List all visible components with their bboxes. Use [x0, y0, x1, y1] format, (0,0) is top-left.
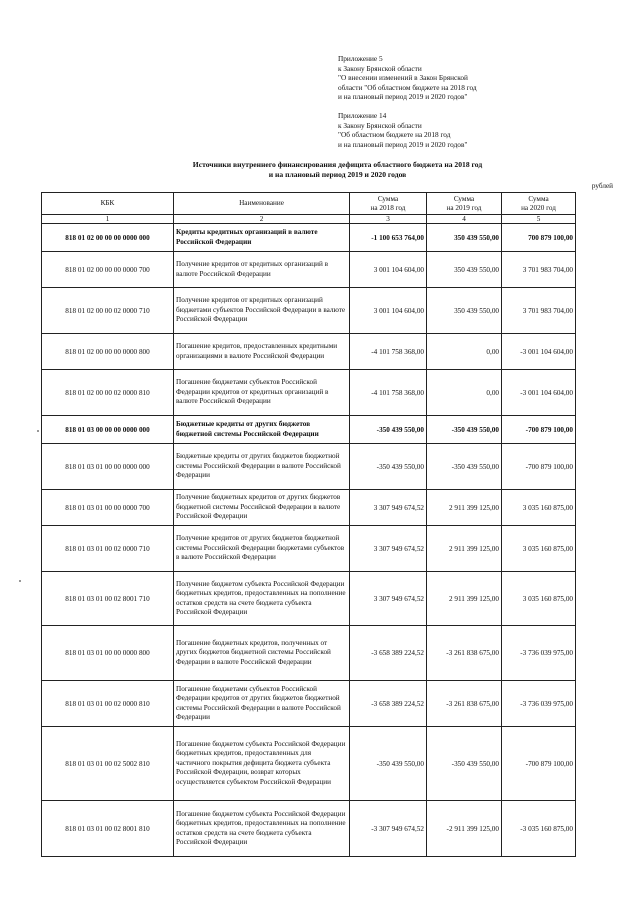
sum-2018-cell: -3 307 949 674,52	[350, 801, 427, 857]
kbk-cell: 818 01 03 01 00 02 5002 810	[42, 727, 174, 801]
name-cell: Погашение бюджетом субъекта Российской Федерации бюджетных кредитов, предоставленных на пополнение остатков средств на счете бюджета субъекта Российской Федерации	[174, 801, 350, 857]
name-cell: Погашение бюджетами субъектов Российской Федерации кредитов от других бюджетов бюджетной системы Российской Федерации в валюте Российской Федерации	[174, 681, 350, 727]
table-row	[42, 334, 576, 370]
sum-2020-cell: -700 879 100,00	[502, 416, 576, 444]
sum-2019-cell: 2 911 399 125,00	[427, 526, 502, 572]
sum-2018-cell: -3 658 389 224,52	[350, 626, 427, 681]
name-cell: Получение кредитов от кредитных организаций в валюте Российской Федерации	[174, 252, 350, 288]
kbk-cell: 818 01 03 01 00 00 0000 700	[42, 490, 174, 526]
table-row	[42, 252, 576, 288]
name-cell: Получение бюджетных кредитов от других бюджетов бюджетной системы Российской Федерации в валюте Российской Федерации	[174, 490, 350, 526]
sum-2018-cell: 3 307 949 674,52	[350, 526, 427, 572]
sum-2019-cell: -3 261 838 675,00	[427, 626, 502, 681]
sum-2018-cell: -1 100 653 764,00	[350, 224, 427, 252]
kbk-cell: 818 01 03 01 00 02 0000 810	[42, 681, 174, 727]
annex-current-block	[338, 54, 477, 102]
sum-2019-cell: -350 439 550,00	[427, 444, 502, 490]
name-cell: Получение кредитов от других бюджетов бюджетной системы Российской Федерации бюджетами субъектов в валюте Российской Федерации	[174, 526, 350, 572]
header-sum-2020	[502, 193, 576, 215]
document-title-line: Источники внутреннего финансирования дефицита областного бюджета на 2018 год	[192, 160, 483, 169]
kbk-cell: 818 01 02 00 00 00 0000 000	[42, 224, 174, 252]
sum-2018-cell: -3 658 389 224,52	[350, 681, 427, 727]
annex-original-line: "Об областном бюджете на 2018 год	[338, 130, 451, 140]
sum-2019-cell: 350 439 550,00	[427, 288, 502, 334]
sum-2020-cell: -700 879 100,00	[502, 727, 576, 801]
table-row	[42, 526, 576, 572]
sum-2020-cell: -700 879 100,00	[502, 444, 576, 490]
column-number-row	[42, 215, 576, 224]
header-sum-2019	[427, 193, 502, 215]
header-sum-2020-line: на 2020 год	[521, 203, 556, 212]
table-row	[42, 416, 576, 444]
table-row	[42, 444, 576, 490]
kbk-cell: 818 01 03 01 00 02 8001 810	[42, 801, 174, 857]
annex-original-line: Приложение 14	[338, 111, 387, 120]
sum-2018-cell: -350 439 550,00	[350, 416, 427, 444]
sum-2019-cell: 0,00	[427, 370, 502, 416]
table-row	[42, 370, 576, 416]
kbk-cell: 818 01 02 00 00 00 0000 700	[42, 252, 174, 288]
currency-unit: рублей	[591, 182, 613, 190]
sum-2020-cell: -3 001 104 604,00	[502, 334, 576, 370]
sum-2019-cell: 2 911 399 125,00	[427, 490, 502, 526]
sum-2019-cell: -350 439 550,00	[427, 727, 502, 801]
kbk-cell: 818 01 03 01 00 02 8001 710	[42, 572, 174, 626]
kbk-cell: 818 01 03 01 00 02 0000 710	[42, 526, 174, 572]
sum-2020-cell: 3 701 983 704,00	[502, 252, 576, 288]
annex-original-line: к Закону Брянской области	[338, 120, 422, 130]
scan-mark	[37, 430, 39, 432]
document-title	[60, 160, 615, 180]
name-cell: Погашение кредитов, предоставленных кредитными организациями в валюте Российской Федерации	[174, 334, 350, 370]
sum-2020-cell: 3 035 160 875,00	[502, 572, 576, 626]
sum-2020-cell: 3 701 983 704,00	[502, 288, 576, 334]
sum-2020-cell: 700 879 100,00	[502, 224, 576, 252]
sum-2019-cell: -350 439 550,00	[427, 416, 502, 444]
sum-2018-cell: 3 307 949 674,52	[350, 572, 427, 626]
sum-2020-cell: -3 736 039 975,00	[502, 626, 576, 681]
header-kbk: КБК	[42, 193, 174, 215]
kbk-cell: 818 01 03 00 00 00 0000 000	[42, 416, 174, 444]
sum-2020-cell: 3 035 160 875,00	[502, 490, 576, 526]
column-number: 1	[42, 215, 174, 224]
kbk-cell: 818 01 03 01 00 00 0000 800	[42, 626, 174, 681]
table-body	[42, 224, 576, 857]
table-row	[42, 224, 576, 252]
sum-2020-cell: -3 736 039 975,00	[502, 681, 576, 727]
kbk-cell: 818 01 02 00 00 02 0000 710	[42, 288, 174, 334]
table-header-row	[42, 193, 576, 215]
sum-2019-cell: 2 911 399 125,00	[427, 572, 502, 626]
sum-2018-cell: 3 001 104 604,00	[350, 252, 427, 288]
document-title-line: и на плановый период 2019 и 2020 годов	[268, 170, 407, 179]
kbk-cell: 818 01 02 00 00 00 0000 800	[42, 334, 174, 370]
table-row	[42, 801, 576, 857]
sum-2018-cell: -4 101 758 368,00	[350, 334, 427, 370]
name-cell: Получение бюджетом субъекта Российской Федерации бюджетных кредитов, предоставленных на пополнение остатков средств на счете бюджета субъекта Российской Федерации	[174, 572, 350, 626]
column-number: 2	[174, 215, 350, 224]
sum-2018-cell: -350 439 550,00	[350, 727, 427, 801]
sum-2019-cell: -2 911 399 125,00	[427, 801, 502, 857]
sum-2018-cell: 3 001 104 604,00	[350, 288, 427, 334]
sum-2019-cell: 350 439 550,00	[427, 252, 502, 288]
sum-2019-cell: -3 261 838 675,00	[427, 681, 502, 727]
header-sum-2019-line: на 2019 год	[446, 203, 482, 212]
table-row	[42, 572, 576, 626]
name-cell: Бюджетные кредиты от других бюджетов бюджетной системы Российской Федерации	[174, 416, 350, 444]
column-number: 5	[502, 215, 576, 224]
table-row	[42, 288, 576, 334]
annex-original-line: и на плановый период 2019 и 2020 годов"	[338, 139, 468, 149]
header-name: Наименование	[174, 193, 350, 215]
column-number: 3	[350, 215, 427, 224]
sum-2019-cell: 0,00	[427, 334, 502, 370]
name-cell: Получение кредитов от кредитных организаций бюджетами субъектов Российской Федерации в валюте Российской Федерации	[174, 288, 350, 334]
sum-2018-cell: -4 101 758 368,00	[350, 370, 427, 416]
header-sum-2020-line: Сумма	[528, 195, 549, 203]
table-row	[42, 490, 576, 526]
sum-2020-cell: -3 035 160 875,00	[502, 801, 576, 857]
table-row	[42, 681, 576, 727]
financing-sources-table	[41, 192, 576, 857]
annex-current-line: к Закону Брянской области	[338, 63, 422, 73]
sum-2020-cell: -3 001 104 604,00	[502, 370, 576, 416]
sum-2018-cell: 3 307 949 674,52	[350, 490, 427, 526]
name-cell: Кредиты кредитных организаций в валюте Российской Федерации	[174, 224, 350, 252]
name-cell: Бюджетные кредиты от других бюджетов бюджетной системы Российской Федерации в валюте Российской Федерации	[174, 444, 350, 490]
header-sum-2018-line: Сумма	[377, 195, 399, 203]
kbk-cell: 818 01 02 00 00 02 0000 810	[42, 370, 174, 416]
sum-2019-cell: 350 439 550,00	[427, 224, 502, 252]
name-cell: Погашение бюджетом субъекта Российской Федерации бюджетных кредитов, предоставленных для частичного покрытия дефицита бюджета субъекта Российской Федерации, возврат которых осуществляется субъектом Российской Федерации	[174, 727, 350, 801]
kbk-cell: 818 01 03 01 00 00 0000 000	[42, 444, 174, 490]
annex-current-line: и на плановый период 2019 и 2020 годов"	[338, 92, 468, 102]
header-sum-2018-line: на 2018 год	[370, 203, 406, 212]
column-number: 4	[427, 215, 502, 224]
annex-original-block	[338, 111, 467, 149]
annex-current-line: Приложение 5	[338, 54, 383, 63]
annex-current-line: области "Об областном бюджете на 2018 год	[338, 82, 477, 92]
name-cell: Погашение бюджетами субъектов Российской Федерации кредитов от кредитных организаций в валюте Российской Федерации	[174, 370, 350, 416]
table-row	[42, 727, 576, 801]
header-sum-2019-line: Сумма	[453, 195, 475, 203]
header-sum-2018	[350, 193, 427, 215]
scan-mark	[19, 580, 21, 582]
annex-current-line: "О внесении изменений в Закон Брянской	[338, 73, 468, 83]
table-row	[42, 626, 576, 681]
name-cell: Погашение бюджетных кредитов, полученных от других бюджетов бюджетной системы Российской Федерации в валюте Российской Федерации	[174, 626, 350, 681]
sum-2020-cell: 3 035 160 875,00	[502, 526, 576, 572]
sum-2018-cell: -350 439 550,00	[350, 444, 427, 490]
